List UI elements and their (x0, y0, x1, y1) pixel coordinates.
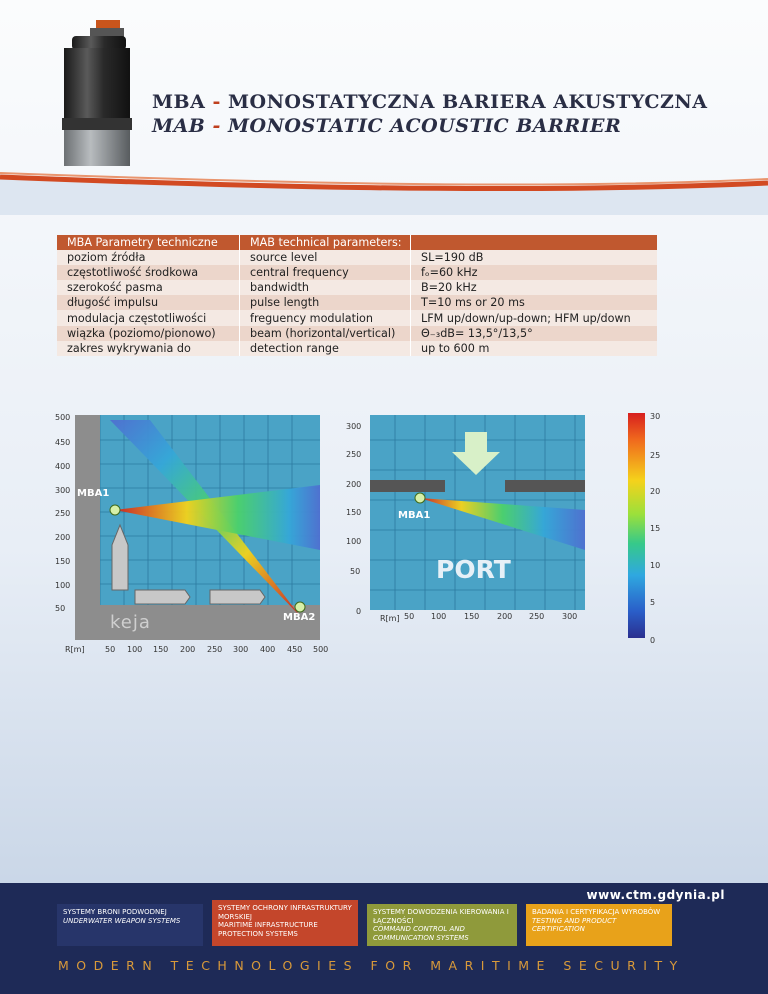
port-label: PORT (436, 555, 511, 584)
y-tick: 50 (55, 604, 66, 613)
parameters-table (57, 235, 657, 356)
y-tick: 250 (55, 509, 71, 518)
y-tick: 150 (346, 508, 362, 517)
x-tick: 200 (497, 612, 513, 621)
x-axis-label: R[m] (380, 614, 400, 623)
x-tick: 450 (287, 645, 303, 654)
y-tick: 250 (346, 450, 362, 459)
table-row (57, 265, 657, 280)
table-row (57, 250, 657, 265)
right-mba1-label: MBA1 (398, 510, 431, 521)
x-tick: 250 (529, 612, 545, 621)
row-pl: długość impulsu (57, 295, 240, 310)
x-tick: 300 (562, 612, 578, 621)
title-pl-text: MONOSTATYCZNA BARIERA AKUSTYCZNA (227, 91, 708, 113)
header-value (411, 235, 658, 250)
row-value: up to 600 m (411, 341, 658, 356)
header-en: MAB technical parameters: (240, 235, 411, 250)
x-tick: 150 (153, 645, 169, 654)
box-en: MARITIME INFRASTRUCTURE PROTECTION SYSTEMS (218, 921, 318, 938)
row-en: bandwidth (240, 280, 411, 295)
footer-box-underwater-weapons (57, 904, 203, 946)
footer-box-infrastructure (212, 900, 358, 946)
row-value: SL=190 dB (411, 250, 658, 265)
y-tick: 300 (55, 486, 71, 495)
x-tick: 300 (233, 645, 249, 654)
y-tick: 100 (55, 581, 71, 590)
title-en-separator: - (212, 115, 221, 137)
x-tick: 150 (464, 612, 480, 621)
y-tick: 0 (356, 607, 362, 616)
row-value: LFM up/down/up-down; HFM up/down (411, 310, 658, 325)
y-tick: 200 (55, 533, 71, 542)
left-mba1-label: MBA1 (77, 488, 110, 499)
header-wave (0, 155, 768, 215)
footer-url-link[interactable]: www.ctm.gdynia.pl (586, 888, 725, 902)
row-en: central frequency (240, 265, 411, 280)
colorbar-tick: 30 (650, 412, 661, 421)
y-tick: 150 (55, 557, 71, 566)
row-en: pulse length (240, 295, 411, 310)
title-pl (152, 91, 708, 113)
table-row (57, 280, 657, 295)
x-tick: 50 (105, 645, 116, 654)
box-en: UNDERWATER WEAPON SYSTEMS (63, 916, 181, 925)
x-tick: 100 (431, 612, 447, 621)
left-mba2-label: MBA2 (283, 612, 316, 623)
title-en (152, 115, 621, 137)
title-en-text: MONOSTATIC ACOUSTIC BARRIER (227, 115, 622, 137)
colorbar-tick: 5 (650, 598, 656, 607)
row-pl: poziom źródła (57, 250, 240, 265)
row-pl: modulacja częstotliwości (57, 310, 240, 325)
row-value: T=10 ms or 20 ms (411, 295, 658, 310)
table-row (57, 310, 657, 325)
y-tick: 300 (346, 422, 362, 431)
row-value: Θ₋₃dB= 13,5°/13,5° (411, 326, 658, 341)
x-axis-label: R[m] (65, 645, 85, 654)
row-en: detection range (240, 341, 411, 356)
colorbar-tick: 25 (650, 451, 661, 460)
colorbar-tick: 20 (650, 487, 661, 496)
table-row (57, 295, 657, 310)
y-tick: 400 (55, 462, 71, 471)
box-pl: BADANIA I CERTYFIKACJA WYROBÓW (532, 908, 661, 916)
x-tick: 50 (404, 612, 415, 621)
y-tick: 50 (350, 567, 361, 576)
colorbar-tick: 10 (650, 561, 661, 570)
box-pl: SYSTEMY DOWODZENIA KIEROWANIA I ŁĄCZNOŚCI (373, 908, 509, 925)
box-pl: SYSTEMY OCHRONY INFRASTRUKTURY MORSKIEJ (218, 904, 352, 921)
title-en-abbr: MAB (152, 115, 206, 137)
row-en: freguency modulation (240, 310, 411, 325)
x-tick: 200 (180, 645, 196, 654)
box-pl: SYSTEMY BRONI PODWODNEJ (63, 908, 167, 916)
box-en: TESTING AND PRODUCT CERTIFICATION (532, 916, 617, 933)
row-en: beam (horizontal/vertical) (240, 326, 411, 341)
x-tick: 500 (313, 645, 329, 654)
y-tick: 500 (55, 413, 71, 422)
footer-box-command-control (367, 904, 517, 946)
x-tick: 250 (207, 645, 223, 654)
row-pl: wiązka (poziomo/pionowo) (57, 326, 240, 341)
row-value: fₒ=60 kHz (411, 265, 658, 280)
table-row (57, 341, 657, 356)
keja-label: keja (110, 612, 151, 633)
box-en: COMMAND CONTROL AND COMMUNICATION SYSTEMS (373, 925, 469, 942)
table-header-row (57, 235, 657, 250)
footer-box-certification (526, 904, 672, 946)
header-pl: MBA Parametry techniczne (57, 235, 240, 250)
row-en: source level (240, 250, 411, 265)
footer-slogan: MODERN TECHNOLOGIES FOR MARITIME SECURITY (58, 958, 685, 973)
colorbar-tick: 0 (650, 636, 656, 645)
row-pl: zakres wykrywania do (57, 341, 240, 356)
row-value: B=20 kHz (411, 280, 658, 295)
title-pl-abbr: MBA (152, 91, 206, 113)
title-pl-separator: - (212, 91, 221, 113)
colorbar-tick: 15 (650, 524, 661, 533)
y-tick: 200 (346, 480, 362, 489)
table-row (57, 326, 657, 341)
y-tick: 100 (346, 537, 362, 546)
x-tick: 400 (260, 645, 276, 654)
row-pl: szerokość pasma (57, 280, 240, 295)
device-image (52, 18, 142, 168)
row-pl: częstotliwość środkowa (57, 265, 240, 280)
y-tick: 450 (55, 438, 71, 447)
x-tick: 100 (127, 645, 143, 654)
colorbar (628, 413, 645, 638)
